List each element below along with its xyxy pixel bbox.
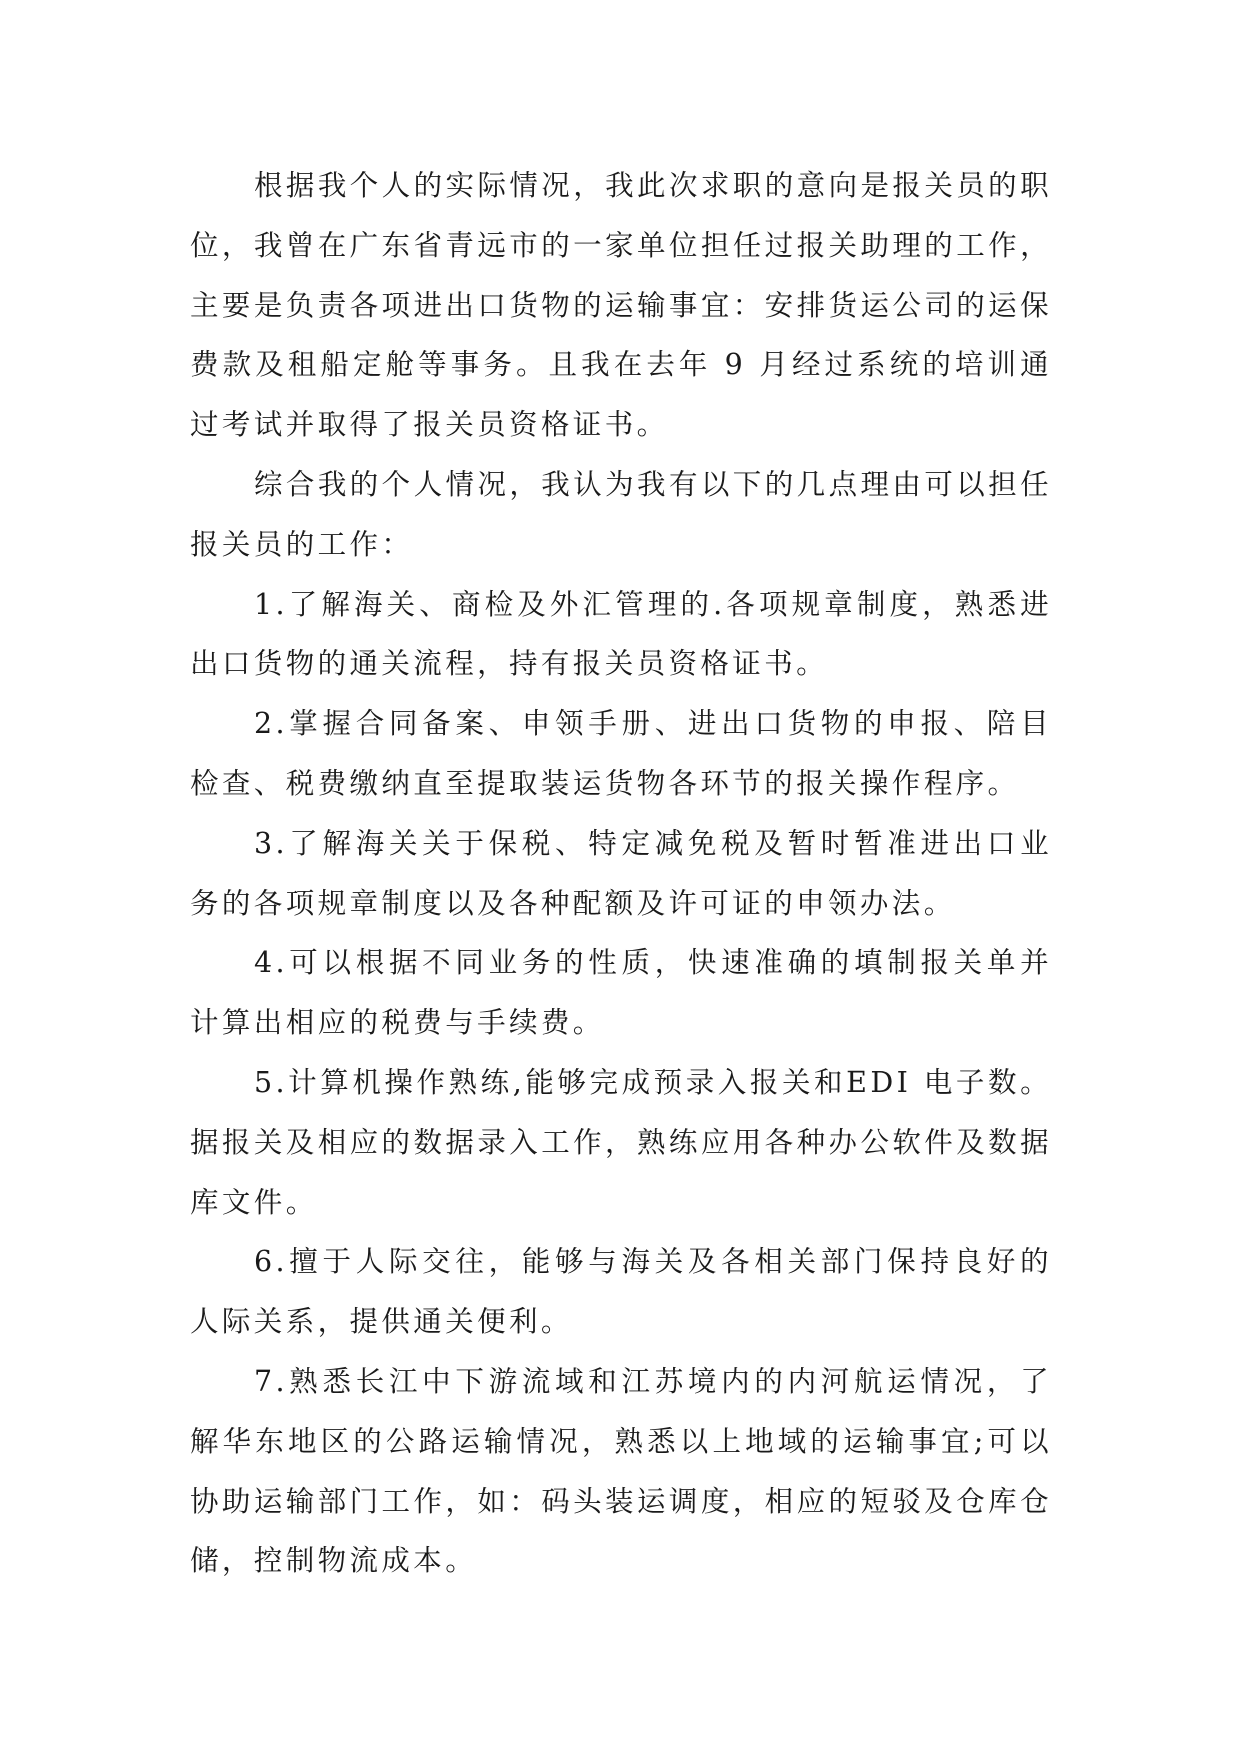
paragraph-summary: 综合我的个人情况，我认为我有以下的几点理由可以担任报关员的工作： — [190, 467, 1052, 561]
paragraph-item-5: 5.计算机操作熟练,能够完成预录入报关和EDI 电子数。据报关及相应的数据录入工作，熟练应用各种办公软件及数据库文件。 — [190, 1065, 1052, 1219]
paragraph-item-3: 3.了解海关关于保税、特定减免税及暂时暂准进出口业务的各项规章制度以及各种配额及许可证的申领办法。 — [190, 826, 1052, 920]
paragraph-item-1: 1.了解海关、商检及外汇管理的.各项规章制度，熟悉进出口货物的通关流程，持有报关员资格证书。 — [190, 587, 1052, 681]
paragraph-item-6: 6.擅于人际交往，能够与海关及各相关部门保持良好的人际关系，提供通关便利。 — [190, 1245, 1052, 1339]
paragraph-item-4: 4.可以根据不同业务的性质，快速准确的填制报关单并计算出相应的税费与手续费。 — [190, 946, 1052, 1040]
paragraph-intent: 根据我个人的实际情况，我此次求职的意向是报关员的职位，我曾在广东省青远市的一家单位担任过报关助理的工作，主要是负责各项进出口货物的运输事宜：安排货运公司的运保费款及租船定舱等事务。且我在去年 9 月经过系统的培训通过考试并取得了报关员资格证书。 — [190, 169, 1052, 442]
paragraph-item-7: 7.熟悉长江中下游流域和江苏境内的内河航运情况，了解华东地区的公路运输情况，熟悉以上地域的运输事宜;可以协助运输部门工作，如：码头装运调度，相应的短驳及仓库仓储，控制物流成本。 — [190, 1364, 1052, 1578]
paragraph-item-2: 2.掌握合同备案、申领手册、进出口货物的申报、陪目检查、税费缴纳直至提取装运货物各环节的报关操作程序。 — [190, 707, 1052, 800]
document-body — [190, 156, 1052, 1591]
